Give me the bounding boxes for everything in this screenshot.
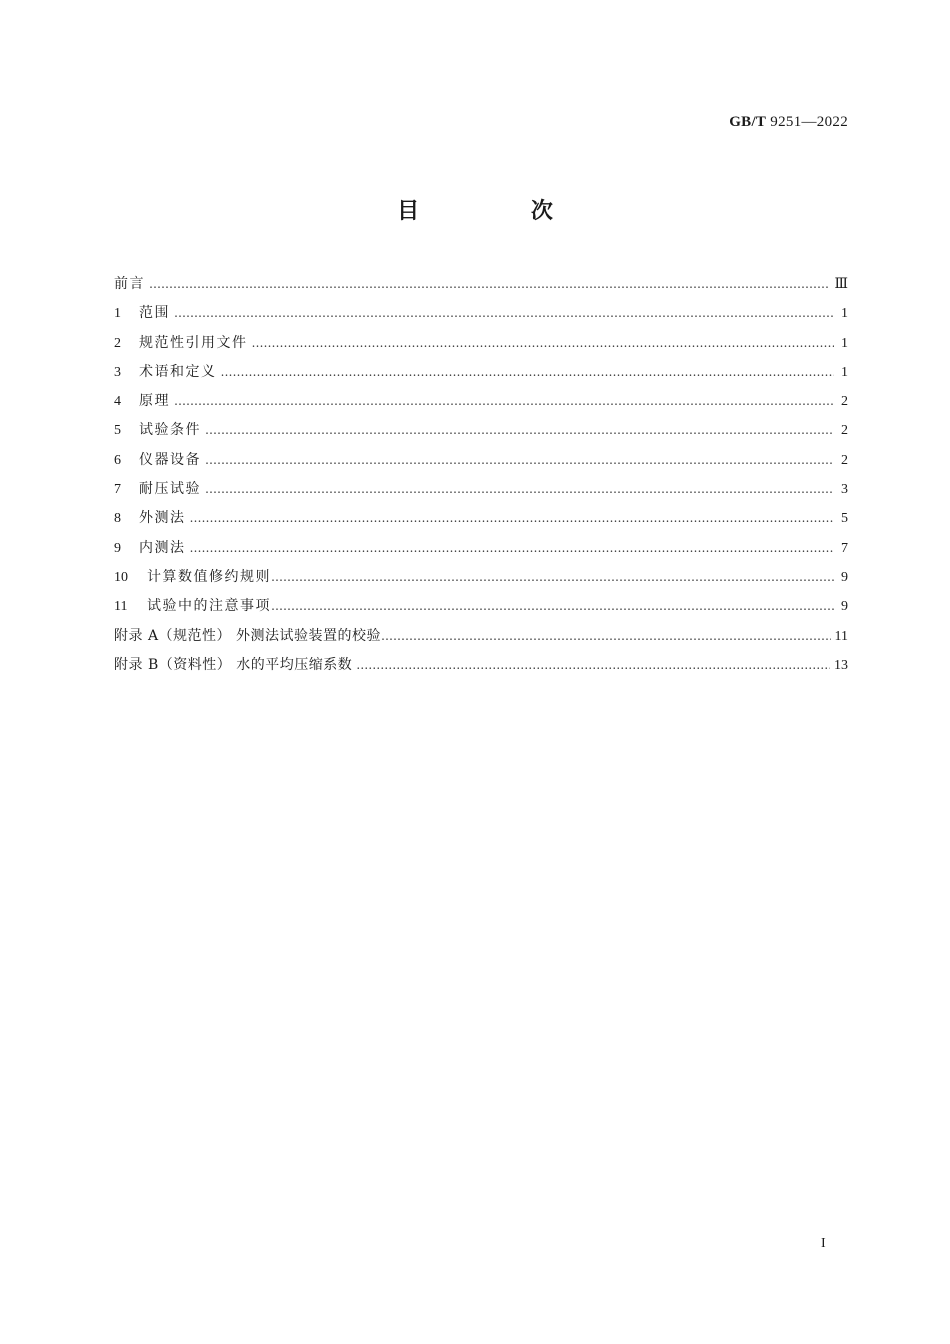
toc-entry-text: 仪器设备	[139, 451, 201, 468]
toc-entry-text: 范围	[139, 305, 170, 322]
toc-leader	[205, 416, 834, 445]
toc-entry-5[interactable]	[114, 416, 848, 445]
toc-leader	[356, 651, 830, 680]
toc-entry-foreword[interactable]	[114, 270, 848, 299]
toc-entry-text: 附录 B（资料性） 水的平均压缩系数	[114, 656, 353, 673]
toc-leader	[190, 534, 835, 563]
toc-entry-number: 7	[114, 482, 121, 498]
toc-entry-page: 7	[841, 540, 848, 556]
toc-entry-2[interactable]	[114, 329, 848, 358]
toc-entry-3[interactable]	[114, 358, 848, 387]
toc-entry-page: 5	[841, 511, 848, 527]
toc-leader	[271, 563, 834, 592]
toc-entry-number: 2	[114, 335, 121, 351]
toc-entry-number: 8	[114, 511, 121, 527]
toc-entry-page: 3	[841, 482, 848, 498]
toc-entry-text: 附录 A（规范性） 外测法试验装置的校验	[114, 627, 382, 644]
toc-entry-number: 6	[114, 452, 121, 468]
toc-entry-number: 10	[114, 569, 128, 585]
toc-entry-7[interactable]	[114, 475, 848, 504]
toc-entry-number: 5	[114, 423, 121, 439]
table-of-contents	[114, 270, 848, 680]
page-title: 目 次	[397, 199, 605, 224]
toc-entry-page: 2	[841, 423, 848, 439]
toc-entry-number: 9	[114, 540, 121, 556]
standard-code: 9251—2022	[770, 114, 848, 130]
toc-entry-page: 2	[841, 394, 848, 410]
toc-entry-9[interactable]	[114, 534, 848, 563]
toc-entry-text: 外测法	[139, 510, 186, 527]
toc-entry-annex-b[interactable]	[114, 651, 848, 680]
toc-entry-page: 9	[841, 569, 848, 585]
toc-leader	[190, 504, 835, 533]
toc-leader	[271, 592, 834, 621]
toc-leader	[205, 475, 834, 504]
toc-entry-4[interactable]	[114, 387, 848, 416]
toc-entry-number: 4	[114, 394, 121, 410]
toc-leader	[381, 622, 831, 651]
toc-entry-page: 2	[841, 452, 848, 468]
toc-entry-page: 11	[834, 628, 848, 644]
toc-entry-page: 1	[841, 306, 848, 322]
toc-entry-number: 11	[114, 599, 128, 615]
toc-entry-page: 9	[841, 599, 848, 615]
standard-number	[729, 114, 848, 131]
toc-entry-page: 13	[834, 657, 848, 673]
toc-leader	[174, 387, 834, 416]
standard-prefix: GB/T	[729, 114, 767, 130]
toc-entry-text: 术语和定义	[139, 363, 217, 380]
toc-leader	[205, 446, 834, 475]
toc-entry-6[interactable]	[114, 446, 848, 475]
toc-entry-page: 1	[841, 335, 848, 351]
toc-leader	[221, 358, 835, 387]
toc-entry-text: 试验中的注意事项	[147, 598, 271, 615]
toc-leader	[149, 270, 830, 299]
toc-entry-text: 原理	[139, 393, 170, 410]
toc-leader	[252, 329, 835, 358]
toc-entry-8[interactable]	[114, 504, 848, 533]
toc-entry-1[interactable]	[114, 299, 848, 328]
toc-entry-text: 计算数值修约规则	[147, 568, 271, 585]
toc-entry-number: 3	[114, 364, 121, 380]
toc-entry-text: 前言	[114, 276, 145, 292]
toc-entry-page: 1	[841, 364, 848, 380]
toc-entry-annex-a[interactable]	[114, 622, 848, 651]
toc-entry-text: 耐压试验	[139, 481, 201, 498]
toc-entry-text: 规范性引用文件	[139, 334, 248, 351]
toc-entry-number: 1	[114, 306, 121, 322]
toc-leader	[174, 299, 834, 328]
toc-entry-page: Ⅲ	[834, 277, 848, 292]
page-number: I	[821, 1236, 826, 1251]
toc-entry-text: 试验条件	[139, 422, 201, 439]
toc-entry-11[interactable]	[114, 592, 848, 621]
toc-entry-text: 内测法	[139, 539, 186, 556]
toc-entry-10[interactable]	[114, 563, 848, 592]
